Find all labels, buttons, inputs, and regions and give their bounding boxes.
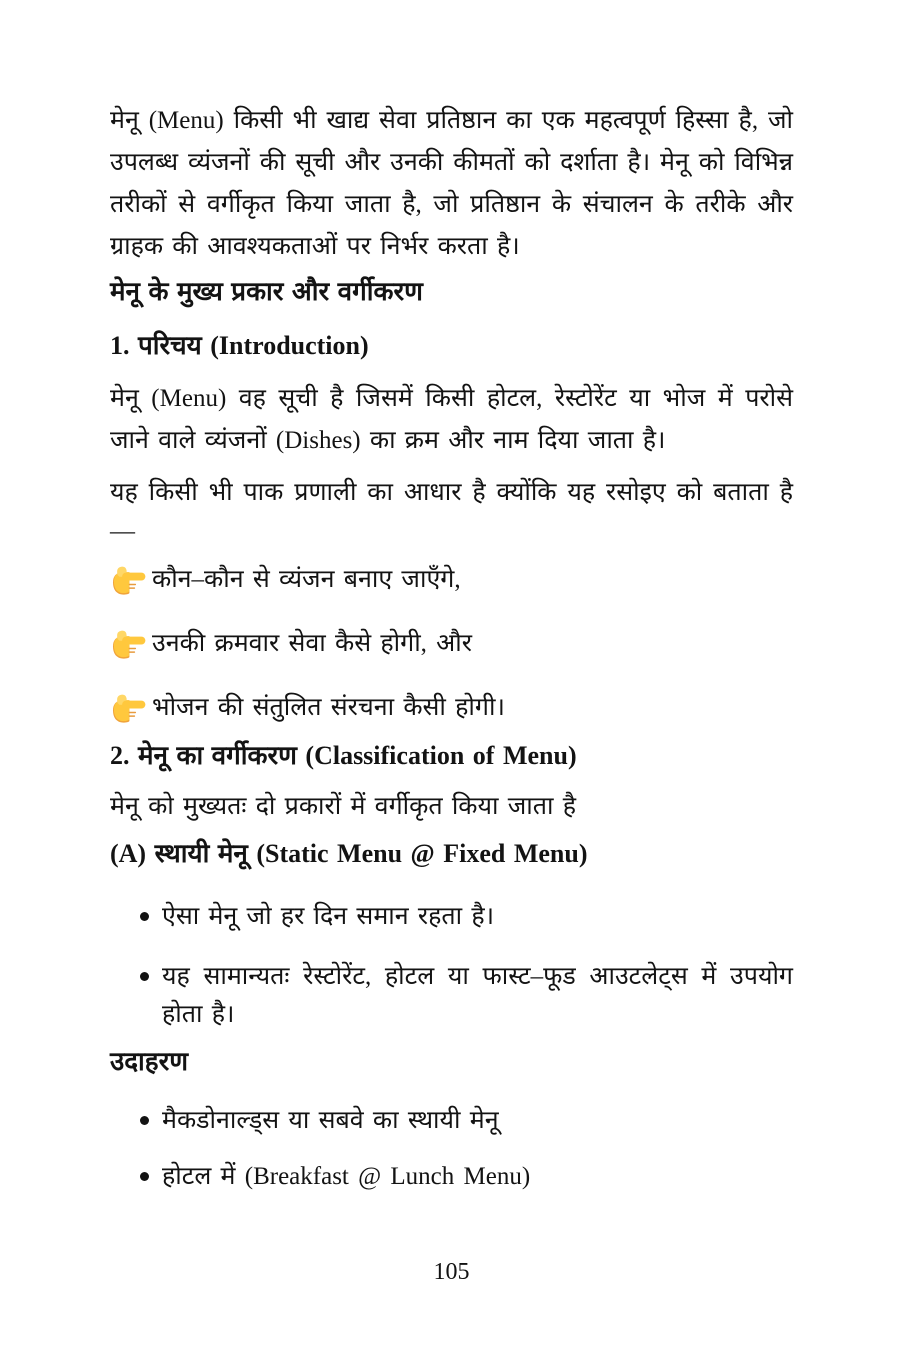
finger-point-item: [110, 624, 793, 664]
bullet-text: ऐसा मेनू जो हर दिन समान रहता है।: [162, 903, 495, 930]
bullet-dot-icon: [140, 1102, 162, 1125]
finger-points-list: [110, 560, 793, 728]
subsection-a-heading: (A) स्थायी मेनू (Static Menu @ Fixed Menu): [110, 839, 588, 868]
bullet-item: [110, 1102, 793, 1140]
finger-point-text: भोजन की संतुलित संरचना कैसी होगी।: [152, 694, 505, 721]
section-2-heading: 2. मेनू का वर्गीकरण (Classification of Menu): [110, 741, 577, 770]
pointing-right-icon: [110, 692, 152, 723]
example-points-list: [110, 1102, 793, 1196]
main-heading: मेनू के मुख्य प्रकार और वर्गीकरण: [110, 277, 423, 306]
pointing-right-icon: [110, 564, 152, 595]
menu-basis-paragraph: यह किसी भी पाक प्रणाली का आधार है क्योंकि यह रसोइए को बताता है: [110, 479, 793, 506]
bullet-text: मैकडोनाल्ड्स या सबवे का स्थायी मेनू: [162, 1107, 499, 1134]
pointing-right-icon: [110, 628, 152, 659]
finger-point-text: कौन–कौन से व्यंजन बनाए जाएँगे,: [152, 566, 461, 593]
finger-point-item: [110, 560, 793, 600]
bullet-item: [110, 898, 793, 936]
bullet-dot-icon: [140, 958, 162, 981]
bullet-text: होटल में (Breakfast @ Lunch Menu): [162, 1163, 531, 1190]
page-number: 105: [433, 1259, 470, 1285]
bullet-dot-icon: [140, 1158, 162, 1181]
finger-point-text: उनकी क्रमवार सेवा कैसे होगी, और: [152, 630, 472, 657]
bullet-text: यह सामान्यतः रेस्टोरेंट, होटल या फास्ट–फूड आउटलेट्स में उपयोग होता है।: [162, 963, 793, 1028]
classification-paragraph: मेनू को मुख्यतः दो प्रकारों में वर्गीकृत किया जाता है: [110, 793, 577, 820]
bullet-item: [110, 958, 793, 1034]
example-heading: उदाहरण: [110, 1047, 189, 1076]
bullet-dot-icon: [140, 898, 162, 921]
section-1-heading: 1. परिचय (Introduction): [110, 331, 369, 360]
intro-paragraph: मेनू (Menu) किसी भी खाद्य सेवा प्रतिष्ठान का एक महत्वपूर्ण हिस्सा है, जो उपलब्ध व्यंजनों की सूची और उनकी कीमतों को दर्शाता है। मेनू को विभिन्न तरीकों से वर्गीकृत किया जाता है, जो प्रतिष्ठान के संचालन के तरीके और ग्राहक की आवश्यकताओं पर निर्भर करता है।: [110, 107, 793, 260]
em-dash-line: —: [110, 518, 135, 545]
finger-point-item: [110, 688, 793, 728]
menu-definition-paragraph: मेनू (Menu) वह सूची है जिसमें किसी होटल, रेस्टोरेंट या भोज में परोसे जाने वाले व्यंजनों (Dishes) का क्रम और नाम दिया जाता है।: [110, 385, 793, 454]
bullet-item: [110, 1158, 793, 1196]
static-menu-points-list: [110, 898, 793, 1034]
